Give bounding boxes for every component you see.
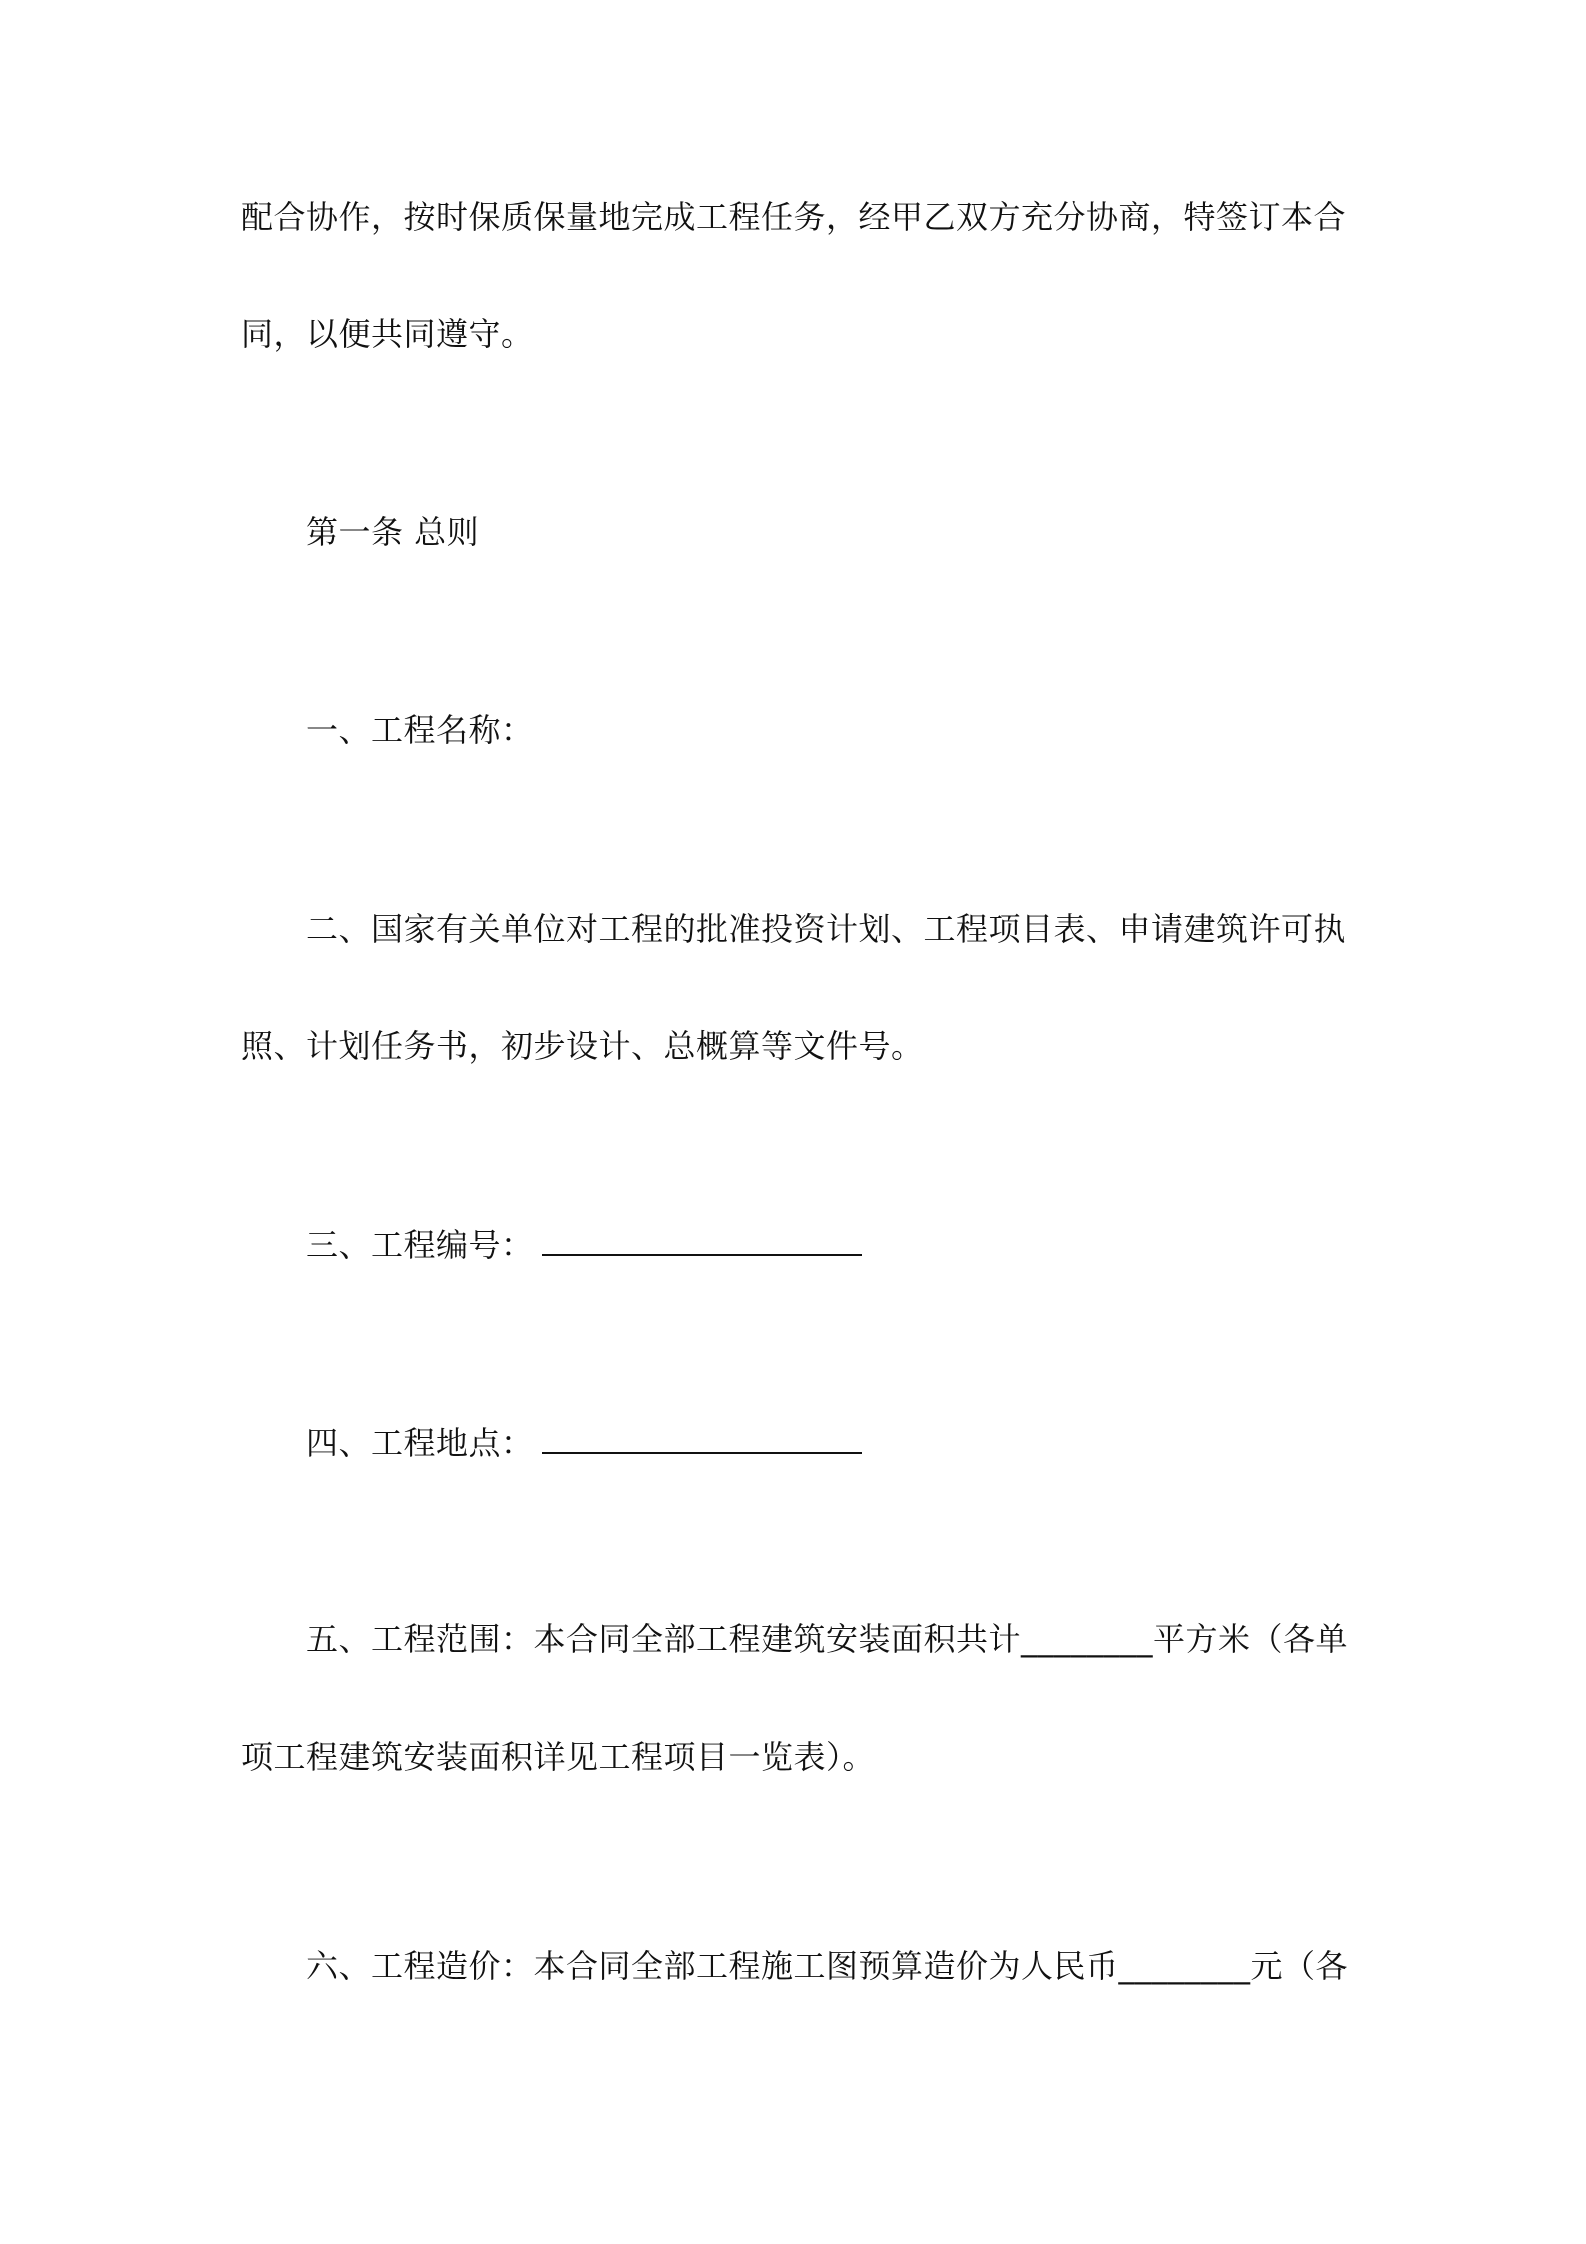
project-location-label: 四、工程地点： — [306, 1424, 534, 1462]
paragraph-line: 配合协作，按时保质保量地完成工程任务，经甲乙双方充分协商，特签订本合 — [241, 198, 1347, 236]
clause-project-location — [306, 1421, 862, 1465]
paragraph-line: 同，以便共同遵守。 — [241, 315, 534, 353]
project-number-blank[interactable] — [542, 1224, 862, 1256]
clause-project-scope-cont: 项工程建筑安装面积详见工程项目一览表）。 — [241, 1738, 876, 1776]
clause-approval-documents-cont: 照、计划任务书，初步设计、总概算等文件号。 — [241, 1027, 924, 1065]
clause-project-number — [306, 1223, 862, 1267]
clause-project-scope: 五、工程范围：本合同全部工程建筑安装面积共计________平方米（各单 — [306, 1620, 1349, 1658]
project-location-blank[interactable] — [542, 1422, 862, 1454]
article-heading: 第一条 总则 — [306, 513, 480, 551]
clause-project-name: 一、工程名称： — [306, 711, 534, 749]
clause-project-cost: 六、工程造价：本合同全部工程施工图预算造价为人民币________元（各 — [306, 1947, 1349, 1985]
clause-approval-documents: 二、国家有关单位对工程的批准投资计划、工程项目表、申请建筑许可执 — [306, 910, 1347, 948]
project-number-label: 三、工程编号： — [306, 1226, 534, 1264]
